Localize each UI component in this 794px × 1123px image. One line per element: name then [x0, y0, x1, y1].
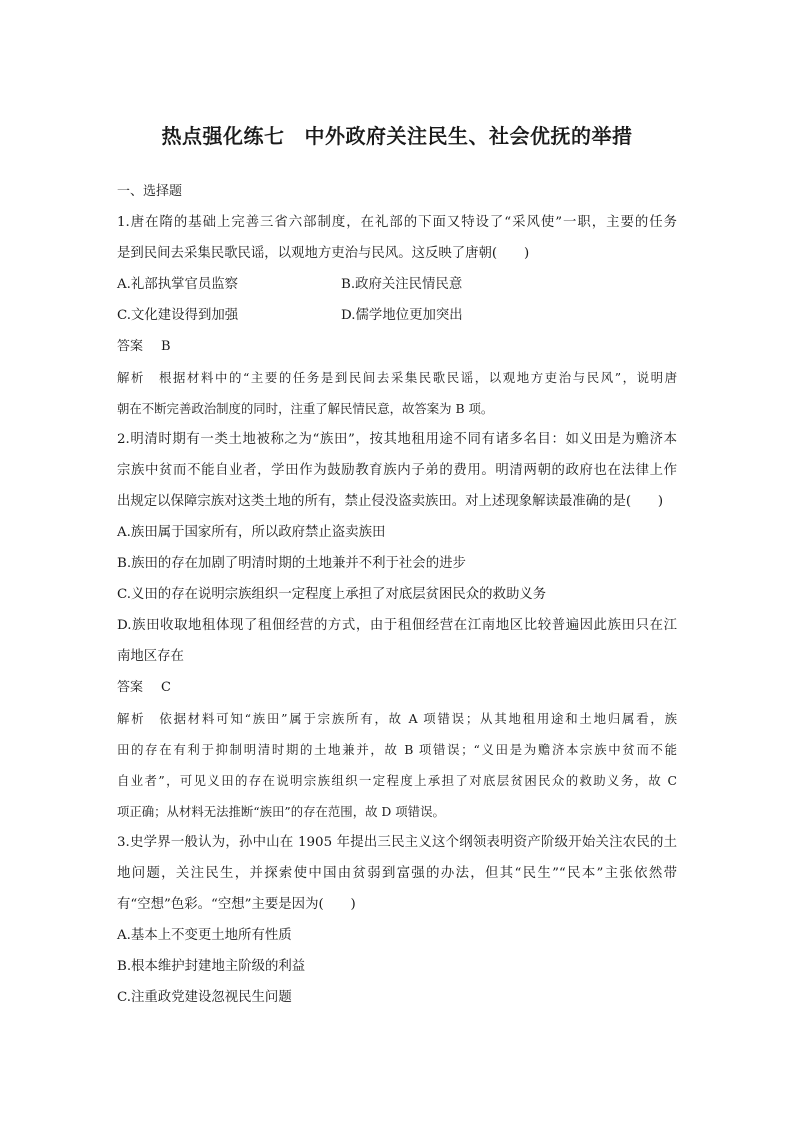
q2-analysis-line-3: 自业者”，可见义田的存在说明宗族组织一定程度上承担了对底层贫困民众的救助义务，故 C — [117, 773, 677, 788]
q1-options-row-2 — [117, 300, 677, 331]
q1-analysis-label: 解析 — [117, 370, 145, 385]
q3-option-b: B.根本维护封建地主阶级的利益 — [117, 959, 306, 974]
q1-stem-line-2: 是到民间去采集民歌民谣，以观地方吏治与民风。这反映了唐朝( ) — [117, 246, 530, 261]
q1-option-d: D.儒学地位更加突出 — [341, 308, 463, 323]
q1-option-c: C.文化建设得到加强 — [117, 308, 239, 323]
q1-options-row-1 — [117, 269, 677, 300]
q2-option-d-line-1: D.族田收取地租体现了租佃经营的方式，由于租佃经营在江南地区比较普遍因此族田只在江 — [117, 618, 677, 633]
document-body — [117, 176, 677, 1013]
q2-option-c: C.义田的存在说明宗族组织一定程度上承担了对底层贫困民众的救助义务 — [117, 587, 547, 602]
q2-analysis-line-4: 项正确；从材料无法推断“族田”的存在范围，故 D 项错误。 — [117, 804, 445, 819]
page-title — [0, 120, 794, 149]
q2-stem-line-2: 宗族中贫而不能自业者，学田作为鼓励教育族内子弟的费用。明清两朝的政府也在法律上作 — [117, 463, 677, 478]
q3-option-c: C.注重政党建设忽视民生问题 — [117, 990, 292, 1005]
question-2 — [117, 424, 677, 827]
q2-analysis-line-1 — [117, 703, 677, 734]
q2-option-d-line-2: 南地区存在 — [117, 649, 184, 664]
q3-stem-line-2: 地问题，关注民生，并探索使中国由贫弱到富强的办法，但其“民生”“民本”主张依然带 — [117, 866, 677, 881]
q2-option-a: A.族田属于国家所有，所以政府禁止盗卖族田 — [117, 525, 386, 540]
question-3 — [117, 827, 677, 1013]
q1-stem-line-1: 1.唐在隋的基础上完善三省六部制度，在礼部的下面又特设了“采风使”一职，主要的任务 — [117, 215, 677, 230]
question-1 — [117, 207, 677, 424]
q1-answer-label: 答案 — [117, 339, 144, 354]
q1-analysis-line-1 — [117, 362, 677, 393]
q1-analysis-text-1: 根据材料中的“主要的任务是到民间去采集民歌民谣，以观地方吏治与民风”，说明唐 — [159, 370, 678, 385]
q2-analysis-label: 解析 — [117, 711, 146, 726]
q2-answer-label: 答案 — [117, 680, 144, 695]
q2-option-b: B.族田的存在加剧了明清时期的土地兼并不利于社会的进步 — [117, 556, 466, 571]
q2-answer-value: C — [161, 680, 171, 695]
q2-analysis-text-1: 依据材料可知“族田”属于宗族所有，故 A 项错误；从其地租用途和土地归属看，族 — [159, 711, 678, 726]
q2-answer — [117, 672, 677, 703]
q2-stem-line-3: 出规定以保障宗族对这类土地的所有，禁止侵没盗卖族田。对上述现象解读最准确的是( ) — [117, 494, 664, 509]
q3-stem-line-1: 3.史学界一般认为，孙中山在 1905 年提出三民主义这个纲领表明资产阶级开始关注农民的土 — [117, 835, 677, 850]
q1-answer-value: B — [161, 339, 171, 354]
q1-option-b: B.政府关注民情民意 — [341, 277, 463, 292]
title-part-2: 中外政府关注民生、社会优抚的举措 — [304, 124, 633, 148]
section-heading: 一、选择题 — [117, 184, 183, 199]
q3-stem-line-3: 有“空想”色彩。“空想”主要是因为( ) — [117, 897, 356, 912]
q2-stem-line-1: 2.明清时期有一类土地被称之为“族田”，按其地租用途不同有诸多名目：如义田是为赡济本 — [117, 432, 677, 447]
q1-analysis-line-2: 朝在不断完善政治制度的同时，注重了解民情民意，故答案为 B 项。 — [117, 401, 494, 416]
q1-answer — [117, 331, 677, 362]
q3-option-a: A.基本上不变更土地所有性质 — [117, 928, 292, 943]
q1-option-a: A.礼部执掌官员监察 — [117, 277, 239, 292]
q2-analysis-line-2: 田的存在有利于抑制明清时期的土地兼并，故 B 项错误；“义田是为赡济本宗族中贫而不能 — [117, 742, 677, 757]
title-part-1: 热点强化练七 — [161, 124, 285, 148]
